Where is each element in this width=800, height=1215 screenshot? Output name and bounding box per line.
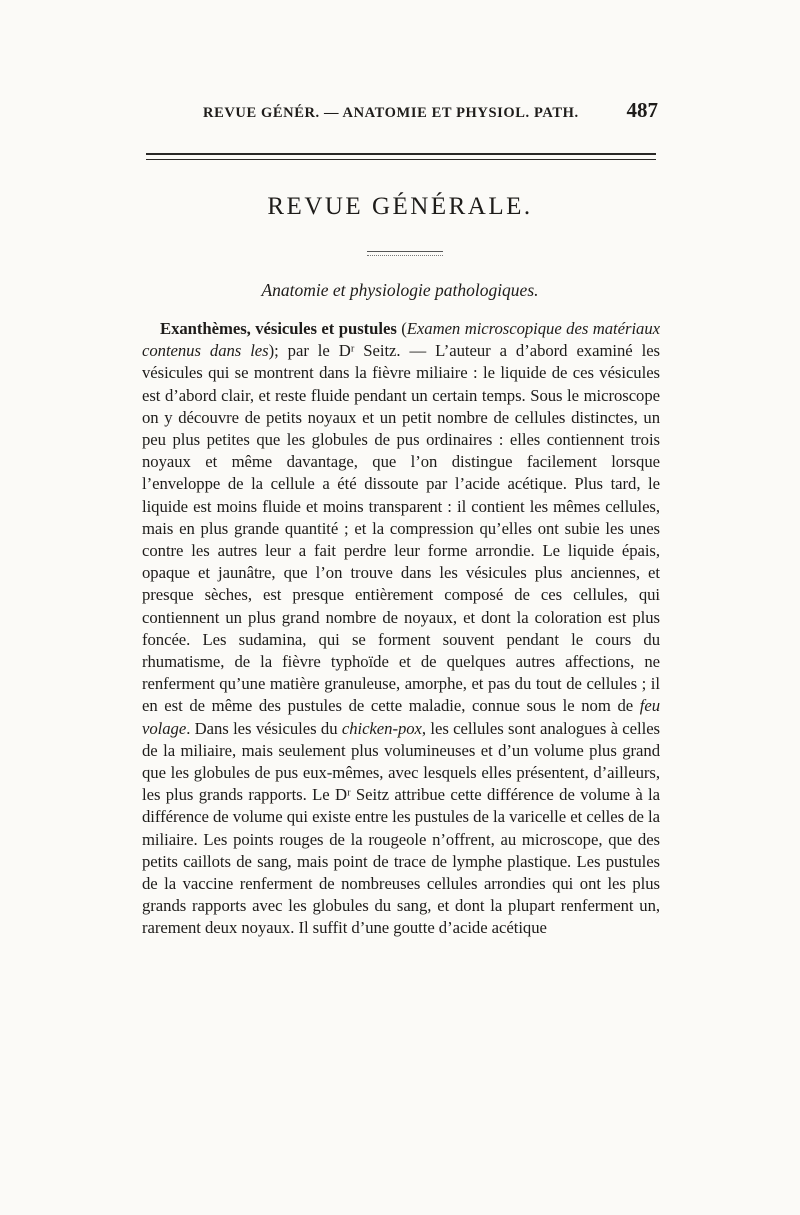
running-head: REVUE GÉNÉR. — ANATOMIE ET PHYSIOL. PATH. [203,105,579,121]
subsection-title: Anatomie et physiologie pathologiques. [261,280,539,300]
italic-term-feu-volage: feu volage [142,696,660,738]
title-ornament [367,251,443,256]
article-lead: Exanthèmes, vésicules et pustules [160,319,397,338]
article-text-1: L’auteur a d’abord examiné les vésicules qui se montrent dans la fièvre miliaire : le liquide de ces vésicules est d’abord clair, et reste fluide pendant un certain temps. Sous le microscope on y découvre de petits noyaux et un petit nombre de cellules distinctes, un peu plus petites que les globules de pus ordinaires : elles contiennent trois noyaux et même davantage, que l’on distingue facilement lorsque l’enveloppe de la cellule a été dissoute par l’acide acétique. Plus tard, le liquide est moins fluide et moins transparent : il contient les mêmes cellules, mais en plus grande quantité ; et la compression qu’elles ont subie les unes contre les autres leur a fait perdre leur forme arrondie. Le liquide épais, opaque et jaunâtre, que l’on trouve dans les vésicules plus anciennes, et presque sèches, est presque entièrement composé de ces cellules, qui contiennent un plus grand nombre de noyaux, et dont la coloration est plus foncée. Les sudamina, qui se forment souvent pendant le cours du rhumatisme, de la fièvre typhoïde et de quelques autres affections, ne renferment qu’une matière granuleuse, amorphe, et pas du tout de cellules ; il en est de même des pustules de cette maladie, connue sous le nom de [142,341,660,716]
source-title: Examen microscopique des matériaux contenus dans les [142,319,660,361]
page-header [203,98,658,128]
italic-term-chicken-pox: chicken-pox [341,718,422,738]
article-paragraph [142,318,660,940]
article-text-3: , les cellules sont analogues à celles de la miliaire, mais seulement plus volumineuses et d’un volume plus grand que les globules de pus eux-mêmes, avec lesquels elles présentent, d’ailleurs, les plus grands rapports. Le Dʳ Seitz attribue cette différence de volume à la différence de volume qui existe entre les pustules de la varicelle et celles de la miliaire. Les points rouges de la rougeole n’offrent, au microscope, que des petits caillots de sang, mais point de trace de lymphe plastique. Les pustules de la vaccine renferment de nombreuses cellules arrondies qui ont les plus grands rapports avec les globules du sang, et dont la plupart renferment un, rarement deux noyaux. Il suffit d’une goutte d’acide acétique [142,718,660,938]
article-text-2: . Dans les vésicules du [186,718,342,738]
page-number: 487 [626,98,658,122]
source-close: ); par le Dʳ Seitz. — [268,341,436,361]
source-open: ( [396,319,407,338]
header-rule-thick [146,153,656,155]
section-title: REVUE GÉNÉRALE. [267,193,533,220]
header-rule-thin [146,159,656,160]
